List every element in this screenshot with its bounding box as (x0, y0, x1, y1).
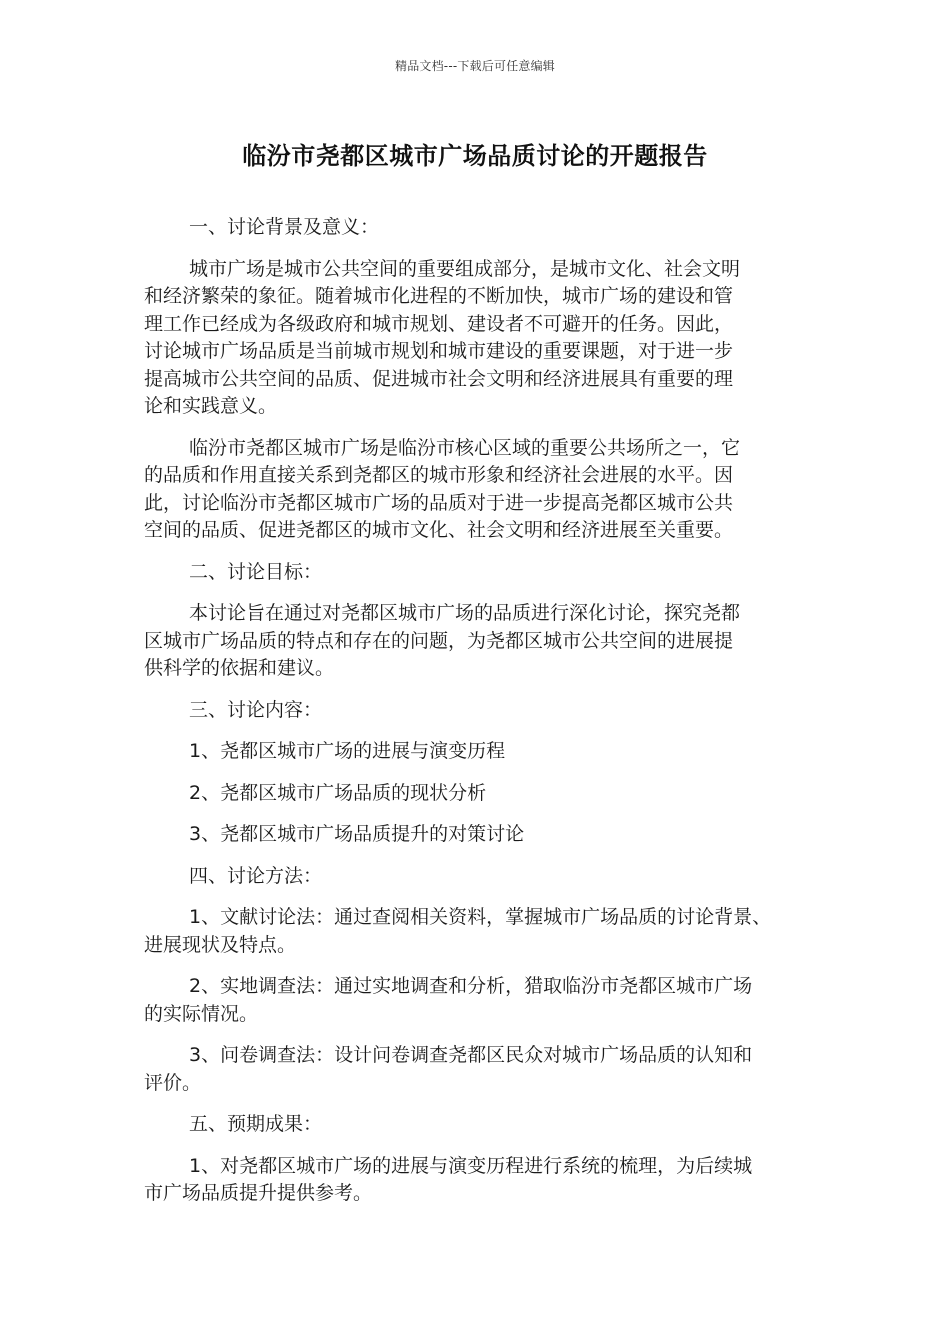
paragraph (144, 863, 824, 891)
paragraph (144, 697, 824, 725)
paragraph-line: 进展现状及特点。 (144, 933, 297, 956)
paragraph-line: 四、讨论方法： (189, 864, 323, 887)
paragraph-line: 二、讨论目标： (189, 560, 323, 583)
paragraph (144, 973, 824, 1028)
header-watermark: 精品文档---下载后可任意编辑 (395, 59, 555, 73)
paragraph (144, 1042, 824, 1097)
paragraph-line: 理工作已经成为各级政府和城市规划、建设者不可避开的任务。因此， (144, 312, 734, 335)
paragraph-line: 评价。 (144, 1071, 202, 1094)
paragraph-line: 3、问卷调查法：设计问卷调查尧都区民众对城市广场品质的认知和 (189, 1044, 753, 1066)
paragraph-line: 和经济繁荣的象征。随着城市化进程的不断加快，城市广场的建设和管 (144, 285, 734, 307)
paragraph (144, 435, 824, 545)
paragraph (144, 780, 824, 808)
paragraph-line: 1、文献讨论法：通过查阅相关资料，掌握城市广场品质的讨论背景、 (189, 906, 772, 928)
paragraph (144, 214, 824, 242)
paragraph (144, 256, 824, 421)
paragraph-line: 提高城市公共空间的品质、促进城市社会文明和经济进展具有重要的理 (144, 367, 734, 390)
paragraph-line: 2、实地调查法：通过实地调查和分析，猎取临汾市尧都区城市广场 (189, 975, 753, 997)
paragraph-line: 临汾市尧都区城市广场是临汾市核心区域的重要公共场所之一，它 (189, 436, 741, 459)
paragraph (144, 821, 824, 849)
paragraph (144, 904, 824, 959)
paragraph-line: 本讨论旨在通过对尧都区城市广场的品质进行深化讨论，探究尧都 (189, 602, 741, 624)
paragraph-line: 讨论城市广场品质是当前城市规划和城市建设的重要课题，对于进一步 (144, 340, 734, 362)
paragraph-line: 一、讨论背景及意义： (189, 216, 380, 238)
paragraph (144, 600, 824, 683)
paragraph (144, 559, 824, 587)
paragraph-line: 的实际情况。 (144, 1002, 259, 1025)
paragraph-line: 供科学的依据和建议。 (144, 657, 335, 679)
paragraph-line: 区城市广场品质的特点和存在的问题，为尧都区城市公共空间的进展提 (144, 629, 734, 652)
paragraph (144, 1153, 824, 1208)
paragraph (144, 1111, 824, 1139)
paragraph-line: 此，讨论临汾市尧都区城市广场的品质对于进一步提高尧都区城市公共 (144, 491, 734, 514)
paragraph-line: 论和实践意义。 (144, 395, 278, 417)
paragraph-line: 1、尧都区城市广场的进展与演变历程 (189, 740, 506, 762)
paragraph-line: 三、讨论内容： (189, 698, 323, 721)
document-body (144, 214, 824, 1222)
paragraph-line: 五、预期成果： (189, 1113, 323, 1135)
paragraph-line: 3、尧都区城市广场品质提升的对策讨论 (189, 823, 525, 845)
paragraph-line: 1、对尧都区城市广场的进展与演变历程进行系统的梳理，为后续城 (189, 1154, 753, 1177)
paragraph-line: 空间的品质、促进尧都区的城市文化、社会文明和经济进展至关重要。 (144, 519, 734, 541)
paragraph-line: 的品质和作用直接关系到尧都区的城市形象和经济社会进展的水平。因 (144, 464, 734, 486)
paragraph-line: 城市广场是城市公共空间的重要组成部分，是城市文化、社会文明 (189, 257, 741, 280)
paragraph-line: 市广场品质提升提供参考。 (144, 1182, 373, 1204)
document-title: 临汾市尧都区城市广场品质讨论的开题报告 (242, 142, 708, 170)
paragraph-line: 2、尧都区城市广场品质的现状分析 (189, 781, 487, 804)
paragraph (144, 738, 824, 766)
